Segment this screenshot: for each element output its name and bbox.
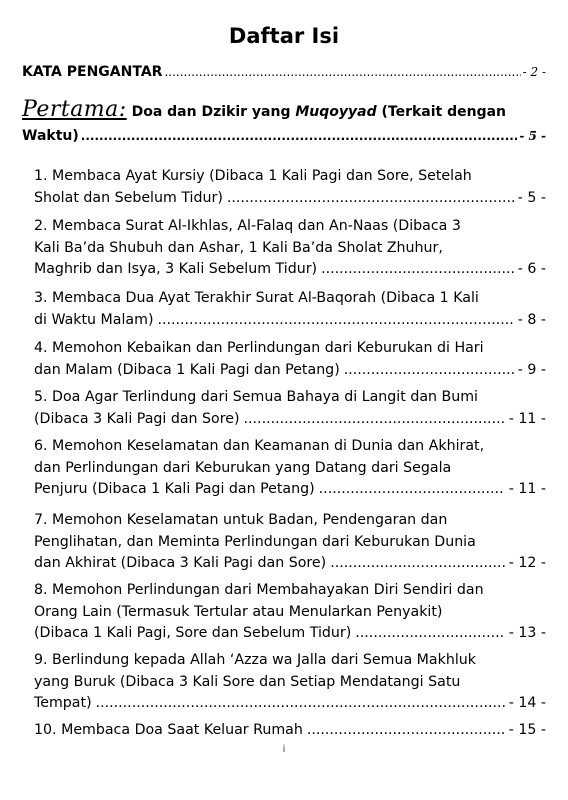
- section-title-b: (Terkait dengan: [376, 104, 507, 120]
- toc-page-number: - 12 -: [508, 555, 546, 571]
- section-prefix: Pertama:: [22, 97, 127, 122]
- toc-page-number: - 5 -: [519, 129, 546, 143]
- toc-page-number: - 14 -: [508, 695, 546, 711]
- section-title-italic: Muqoyyad: [295, 104, 377, 120]
- entry-line-last: dan Akhirat (Dibaca 3 Kali Pagi dan Sore): [34, 555, 327, 571]
- entry-line-last: Tempat): [34, 695, 92, 711]
- dot-leader: [319, 479, 505, 501]
- entry-line: 9. Berlindung kepada Allah ‘Azza wa Jalla dari Semua Makhluk: [34, 652, 476, 668]
- entry-line: Kali Ba’da Shubuh dan Ashar, 1 Kali Ba’da Sholat Zhuhur,: [34, 239, 443, 256]
- toc-section-pertama[interactable]: [22, 97, 546, 144]
- toc-page-number: - 2 -: [522, 65, 546, 79]
- page-footer-number: i: [282, 744, 286, 755]
- toc-entry-2[interactable]: [34, 216, 546, 281]
- entry-line: 4. Memohon Kebaikan dan Perlindungan dari Keburukan di Hari: [34, 340, 484, 356]
- toc-page-number: - 15 -: [508, 722, 546, 738]
- dot-leader: [330, 553, 505, 575]
- entry-line-last: di Waktu Malam): [34, 311, 154, 328]
- entry-line: 7. Memohon Keselamatan untuk Badan, Pendengaran dan: [34, 512, 448, 528]
- dot-leader: [355, 623, 504, 645]
- dot-leader: [96, 693, 505, 715]
- toc-entry-5[interactable]: [34, 387, 546, 430]
- toc-entry-10[interactable]: [34, 720, 546, 742]
- toc-page-number: - 11 -: [508, 410, 546, 427]
- dot-leader: [157, 310, 513, 332]
- dot-leader: [307, 720, 505, 742]
- toc-page-number: - 5 -: [517, 189, 546, 206]
- toc-entry-7[interactable]: [34, 510, 546, 575]
- entry-line: yang Buruk (Dibaca 3 Kali Sore dan Setiap Mendatangi Satu: [34, 673, 461, 690]
- entry-line: dan Perlindungan dari Keburukan yang Datang dari Segala: [34, 459, 452, 476]
- toc-entry-kata-pengantar[interactable]: [22, 64, 546, 80]
- section-title-c: Waktu): [22, 128, 79, 144]
- entry-line: 1. Membaca Ayat Kursiy (Dibaca 1 Kali Pagi dan Sore, Setelah: [34, 168, 472, 184]
- dot-leader: [321, 259, 514, 281]
- entry-line: Orang Lain (Termasuk Tertular atau Menularkan Penyakit): [34, 603, 443, 620]
- entry-line-last: Penjuru (Dibaca 1 Kali Pagi dan Petang): [34, 481, 315, 497]
- toc-page-number: - 8 -: [517, 311, 546, 328]
- toc-page-number: - 6 -: [517, 261, 546, 277]
- dot-leader: [164, 65, 520, 79]
- entry-line: 8. Memohon Perlindungan dari Membahayakan Diri Sendiri dan: [34, 582, 484, 598]
- dot-leader: [344, 360, 514, 382]
- entry-line: 2. Membaca Surat Al-Ikhlas, Al-Falaq dan An-Naas (Dibaca 3: [34, 218, 461, 234]
- entry-line-last: (Dibaca 3 Kali Pagi dan Sore): [34, 410, 240, 427]
- toc-entry-6[interactable]: [34, 436, 546, 501]
- entry-line: 5. Doa Agar Terlindung dari Semua Bahaya di Langit dan Bumi: [34, 389, 479, 405]
- toc-page-number: - 13 -: [508, 625, 546, 641]
- toc-entry-9[interactable]: [34, 650, 546, 715]
- entry-line-last: Sholat dan Sebelum Tidur): [34, 189, 223, 206]
- entry-line-last: (Dibaca 1 Kali Pagi, Sore dan Sebelum Tidur): [34, 625, 352, 641]
- toc-entry-4[interactable]: [34, 338, 546, 381]
- toc-page-number: - 11 -: [508, 481, 546, 497]
- toc-entry-3[interactable]: [34, 288, 546, 331]
- toc-label: KATA PENGANTAR: [22, 64, 163, 80]
- page-title: Daftar Isi: [228, 24, 340, 48]
- dot-leader: [81, 129, 518, 143]
- entry-line-last: Maghrib dan Isya, 3 Kali Sebelum Tidur): [34, 261, 318, 277]
- dot-leader: [227, 188, 514, 210]
- section-title-a: Doa dan Dzikir yang: [126, 104, 296, 120]
- dot-leader: [244, 409, 505, 431]
- entry-line: Penglihatan, dan Meminta Perlindungan dari Keburukan Dunia: [34, 533, 476, 550]
- entry-line: 3. Membaca Dua Ayat Terakhir Surat Al-Baqorah (Dibaca 1 Kali: [34, 290, 479, 306]
- entry-line-last: 10. Membaca Doa Saat Keluar Rumah: [34, 722, 303, 738]
- toc-page-number: - 9 -: [517, 361, 546, 378]
- entry-line: 6. Memohon Keselamatan dan Keamanan di Dunia dan Akhirat,: [34, 438, 485, 454]
- toc-entry-8[interactable]: [34, 580, 546, 645]
- entry-line-last: dan Malam (Dibaca 1 Kali Pagi dan Petang): [34, 361, 340, 378]
- toc-entry-1[interactable]: [34, 166, 546, 209]
